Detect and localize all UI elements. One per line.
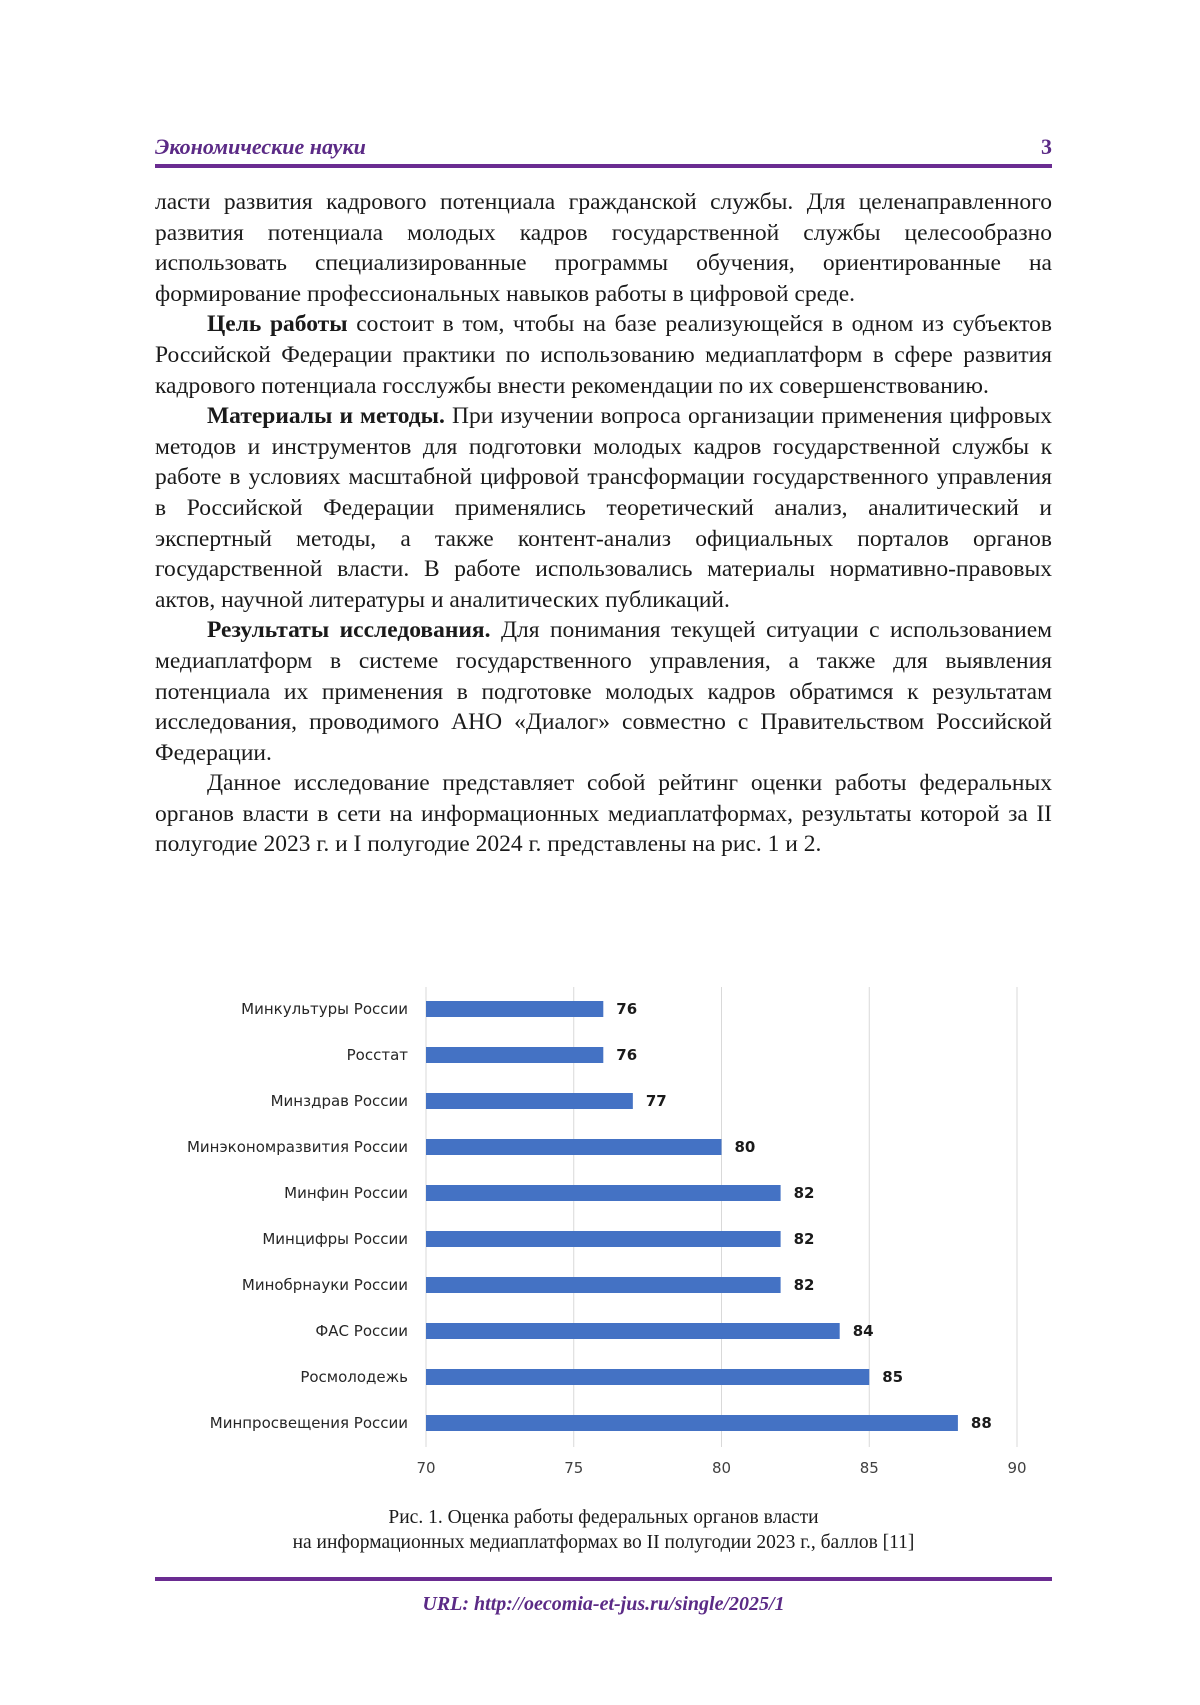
x-tick-label: 85 — [859, 1459, 879, 1477]
category-label: Росмолодежь — [300, 1368, 408, 1386]
data-label: 85 — [882, 1368, 904, 1386]
data-label: 82 — [793, 1276, 815, 1294]
results-heading: Результаты исследования. — [207, 617, 491, 644]
category-label: Минэкономразвития России — [186, 1138, 408, 1156]
x-tick-label: 70 — [416, 1459, 436, 1477]
data-label: 82 — [793, 1230, 815, 1248]
category-label: Росстат — [346, 1046, 408, 1064]
bar — [426, 1047, 603, 1063]
figure-caption — [155, 1505, 1052, 1555]
bar — [426, 1093, 633, 1109]
bar — [426, 1185, 781, 1201]
bar — [426, 1139, 722, 1155]
footer-rule — [155, 1577, 1052, 1581]
bar — [426, 1369, 869, 1385]
data-label: 82 — [793, 1184, 815, 1202]
bar — [426, 1277, 781, 1293]
caption-line: на информационных медиаплатформах во II полугодии 2023 г., баллов [11] — [292, 1532, 915, 1553]
footer-url[interactable]: URL: http://oecomia-et-jus.ru/single/2025/1 — [422, 1593, 785, 1615]
chart-svg — [155, 975, 1052, 1480]
category-label: Минцифры России — [262, 1230, 408, 1248]
paragraph-text: Для понимания текущей ситуации с использованием медиаплатформ в системе государственного управления, а также для выявления потенциала их применения в подготовке молодых кадров обратимся к результатам исследования, проводимого АНО «Диалог» совместно с Правительством Российской Федерации. — [155, 617, 1052, 766]
category-label: Минкультуры России — [241, 1000, 408, 1018]
bar-chart — [155, 975, 1052, 1480]
data-label: 76 — [616, 1046, 638, 1064]
page-footer — [155, 1577, 1052, 1627]
page-header — [155, 128, 1052, 168]
bar — [426, 1001, 603, 1017]
paragraph-text: состоит в том, чтобы на базе реализующейся в одном из субъектов Российской Федерации практики по использованию медиаплатформ в сфере развития кадрового потенциала госслужбы внести рекомендации по их совершенствованию. — [155, 311, 1052, 399]
article-body — [155, 187, 1052, 860]
paragraph-results — [155, 615, 1052, 768]
x-tick-label: 90 — [1007, 1459, 1027, 1477]
category-label: Минздрав России — [270, 1092, 408, 1110]
data-label: 77 — [645, 1092, 667, 1110]
paragraph-aim — [155, 309, 1052, 401]
data-label: 88 — [970, 1414, 992, 1432]
data-label: 84 — [852, 1322, 874, 1340]
paragraph — [155, 187, 1052, 309]
category-label: Минфин России — [284, 1184, 408, 1202]
paragraph-text: ласти развития кадрового потенциала гражданской службы. Для целенаправленного развития потенциала молодых кадров государственной службы целесообразно использовать специализированные программы обучения, ориентированные на формирование профессиональных навыков работы в цифровой среде. — [155, 189, 1052, 307]
caption-line: Рис. 1. Оценка работы федеральных органов власти — [388, 1507, 819, 1528]
aim-heading: Цель работы — [207, 311, 348, 338]
category-label: Минпросвещения России — [209, 1414, 408, 1432]
category-label: Минобрнауки России — [241, 1276, 408, 1294]
paragraph — [155, 768, 1052, 860]
bar — [426, 1415, 958, 1431]
paragraph-text: Данное исследование представляет собой рейтинг оценки работы федеральных органов власти в сети на информационных медиаплатформах, результаты которой за II полугодие 2023 г. и I полугодие 2024 г. представлены на рис. 1 и 2. — [155, 770, 1052, 858]
x-tick-label: 75 — [564, 1459, 584, 1477]
bar — [426, 1231, 781, 1247]
page-number: 3 — [1041, 134, 1052, 159]
data-label: 76 — [616, 1000, 638, 1018]
journal-title: Экономические науки — [155, 134, 366, 159]
category-label: ФАС России — [315, 1322, 408, 1340]
paragraph-text: При изучении вопроса организации применения цифровых методов и инструментов для подготовки молодых кадров государственной службы к работе в условиях масштабной цифровой трансформации государственного управления в Российской Федерации применялись теоретический анализ, аналитический и экспертный методы, а также контент-анализ официальных порталов органов государственной власти. В работе использовались материалы нормативно-правовых актов, научной литературы и аналитических публикаций. — [155, 403, 1053, 613]
x-tick-label: 80 — [711, 1459, 732, 1477]
methods-heading: Материалы и методы. — [207, 403, 445, 430]
header-rule — [155, 164, 1052, 168]
data-label: 80 — [734, 1138, 756, 1156]
paragraph-methods — [155, 401, 1052, 615]
bar — [426, 1323, 840, 1339]
